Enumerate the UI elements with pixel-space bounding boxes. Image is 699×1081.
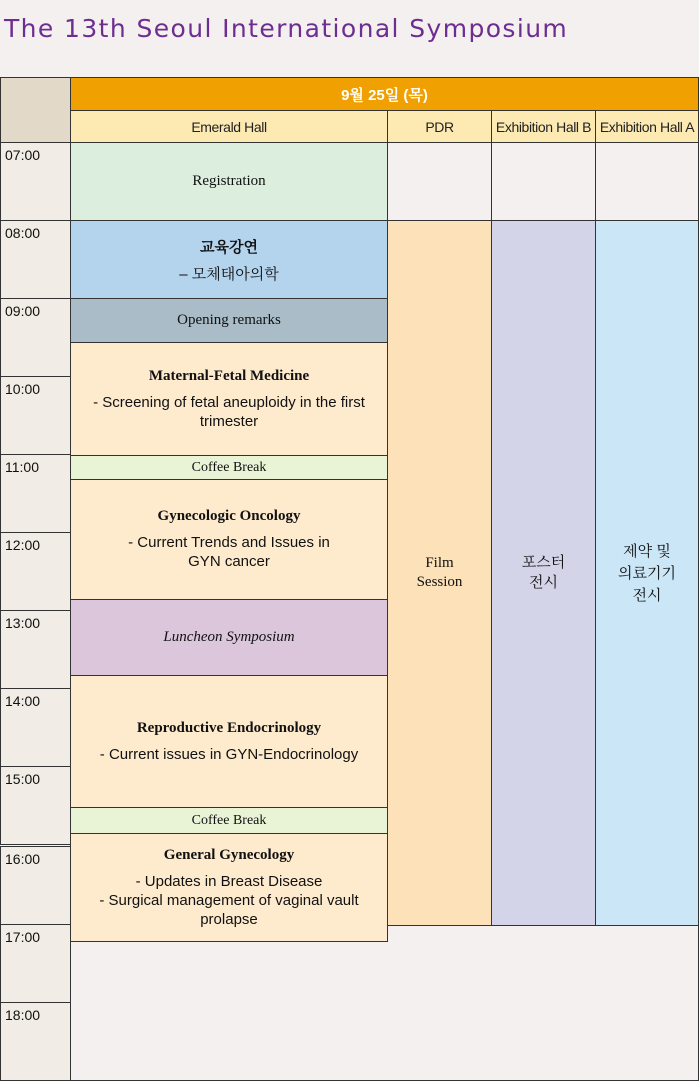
time-slot: 12:00 — [0, 532, 71, 611]
event-label-line: 의료기기 — [618, 565, 676, 582]
header-corner — [0, 77, 71, 143]
event-title: Reproductive Endocrinology — [136, 719, 322, 736]
event-label-line: Session — [416, 574, 463, 590]
event-subtitle: - Updates in Breast Disease — [135, 872, 323, 890]
event-opening-remarks — [70, 298, 388, 343]
event-subtitle: - Current issues in GYN-Endocrinology — [99, 745, 359, 763]
event-label: Registration — [192, 173, 266, 189]
empty-cell — [491, 142, 596, 221]
event-gynecologic-oncology — [70, 479, 388, 600]
time-slot: 17:00 — [0, 924, 71, 1003]
time-slot: 14:00 — [0, 688, 71, 767]
time-slot: 18:00 — [0, 1002, 71, 1081]
hall-header-exhibition-b: Exhibition Hall B — [491, 110, 596, 143]
event-coffee-break — [70, 455, 388, 480]
event-label: Coffee Break — [191, 459, 267, 475]
event-label-line: Film — [425, 555, 454, 571]
empty-cell — [595, 142, 699, 221]
event-label: Opening remarks — [177, 312, 281, 328]
empty-cell — [387, 142, 492, 221]
event-subtitle: - Current Trends and Issues in GYN cancer — [128, 534, 330, 570]
time-slot: 08:00 — [0, 220, 71, 299]
hall-header-pdr: PDR — [387, 110, 492, 143]
time-slot: 16:00 — [0, 846, 71, 925]
page-title: The 13th Seoul International Symposium — [4, 14, 569, 43]
event-subtitle: - Screening of fetal aneuploidy in the first trimester — [93, 393, 365, 430]
event-label: Coffee Break — [191, 812, 267, 828]
event-label-line: 제약 및 — [623, 543, 671, 560]
event-subtitle: - Surgical management of vaginal vault prolapse — [99, 891, 359, 928]
time-slot: 09:00 — [0, 298, 71, 377]
event-label-line: 포스터 — [521, 554, 566, 571]
event-pharma-device-exhibition — [595, 220, 699, 926]
event-education-lecture — [70, 220, 388, 299]
event-label-line: 전시 — [529, 574, 558, 591]
hall-header-exhibition-a: Exhibition Hall A — [595, 110, 699, 143]
time-slot: 15:00 — [0, 766, 71, 845]
event-general-gynecology — [70, 833, 388, 942]
time-slot: 11:00 — [0, 454, 71, 533]
event-maternal-fetal-medicine — [70, 342, 388, 456]
event-title: General Gynecology — [163, 846, 295, 863]
event-title: 교육강연 — [200, 238, 258, 256]
event-coffee-break — [70, 807, 388, 834]
time-slot: 10:00 — [0, 376, 71, 455]
event-title: Gynecologic Oncology — [157, 508, 301, 524]
time-slot: 13:00 — [0, 610, 71, 689]
event-reproductive-endocrinology — [70, 675, 388, 808]
event-poster-exhibition — [491, 220, 596, 926]
date-header: 9월 25일 (목) — [70, 77, 699, 111]
hall-header-emerald: Emerald Hall — [70, 110, 388, 143]
event-title: Maternal-Fetal Medicine — [148, 367, 310, 384]
event-luncheon-symposium — [70, 599, 388, 676]
event-label-line: 전시 — [632, 587, 662, 604]
time-slot: 07:00 — [0, 142, 71, 221]
event-film-session — [387, 220, 492, 926]
event-label: Luncheon Symposium — [163, 629, 295, 645]
event-registration — [70, 142, 388, 221]
event-subtitle: – 모체태아의학 — [179, 265, 279, 283]
